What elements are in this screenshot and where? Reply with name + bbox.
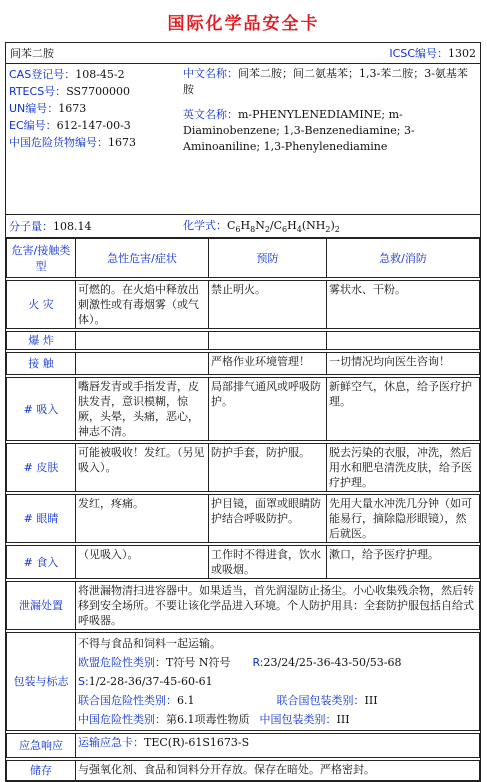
storage-text: 与强氧化剂、食品和饲料分开存放。保存在暗处。严格密封。 bbox=[76, 761, 480, 781]
english-name: 英文名称：m-PHENYLENEDIAMINE; m-Diaminobenzene; 1,3-Benzenediamine; 3-Aminoaniline; 1,3-Phenylenediamine bbox=[183, 108, 415, 153]
row-symptoms: 发红，疼痛。 bbox=[76, 495, 209, 543]
formula-value: $C_6H_8N_2/C_6H_4(NH_2)_2$ bbox=[227, 219, 340, 235]
card-title: 国际化学品安全卡 bbox=[167, 14, 320, 34]
row-prevention: 严格作业环境管理！ bbox=[209, 353, 327, 375]
table-row bbox=[7, 495, 480, 543]
header-type: 危害/接触类型 bbox=[7, 239, 76, 278]
storage-label: 储存 bbox=[7, 761, 76, 781]
row-prevention: 防护手套，防护服。 bbox=[209, 444, 327, 492]
row-first-aid: 漱口，给予医疗护理。 bbox=[327, 546, 480, 579]
packing-details bbox=[76, 633, 480, 731]
cn-dg-number: 中国危险货物编号：1673 bbox=[9, 136, 136, 149]
row-symptoms bbox=[76, 353, 209, 375]
name-list bbox=[180, 64, 480, 214]
emergency-label: 应急响应 bbox=[7, 734, 76, 758]
row-category: 爆 炸 bbox=[7, 332, 76, 350]
row-first-aid: 一切情况均向医生咨询！ bbox=[327, 353, 480, 375]
eu-classification: 欧盟危险性类别：T符号 N符号 R:23/24/25-36-43-50/53-68 bbox=[78, 656, 402, 669]
spill-label: 泄漏处置 bbox=[7, 582, 76, 630]
row-first-aid: 脱去污染的衣服，冲洗，然后用水和肥皂清洗皮肤，给予医疗护理。 bbox=[327, 444, 480, 492]
row-symptoms: 可能被吸收！发红。（另见吸入）。 bbox=[76, 444, 209, 492]
table-row bbox=[7, 444, 480, 492]
row-category: # 食入 bbox=[7, 546, 76, 579]
row-symptoms: （见吸入）。 bbox=[76, 546, 209, 579]
spill-row bbox=[7, 582, 480, 630]
safety-card bbox=[5, 42, 481, 782]
header-first-aid: 急救/消防 bbox=[327, 239, 480, 278]
cn-classification: 中国危险性类别：第6.1项毒性物质 中国包装类别：III bbox=[78, 713, 350, 726]
row-category: # 吸入 bbox=[7, 378, 76, 441]
molecular-weight: 分子量：108.14 bbox=[9, 220, 92, 233]
hazard-table-header bbox=[7, 239, 480, 278]
hazard-table bbox=[6, 238, 480, 781]
row-category: # 眼睛 bbox=[7, 495, 76, 543]
chemical-formula: 化学式：$C_6H_8N_2/C_6H_4(NH_2)_2$ bbox=[183, 219, 340, 235]
table-row bbox=[7, 332, 480, 350]
formula-row bbox=[6, 215, 480, 238]
row-first-aid: 雾状水、干粉。 bbox=[327, 281, 480, 329]
chemical-name: 间苯二胺 bbox=[10, 47, 54, 60]
emergency-card: 运输应急卡：TEC(R)-61S1673-S bbox=[76, 734, 480, 758]
row-category: # 皮肤 bbox=[7, 444, 76, 492]
row-first-aid: 新鲜空气，休息，给予医疗护理。 bbox=[327, 378, 480, 441]
icsc-number: ICSC编号：1302 bbox=[389, 47, 476, 60]
packing-row bbox=[7, 633, 480, 731]
packing-note: 不得与食品和饲料一起运输。 bbox=[78, 637, 221, 650]
packing-label: 包装与标志 bbox=[7, 633, 76, 731]
row-symptoms: 可燃的。在火焰中释放出刺激性或有毒烟雾（或气体）。 bbox=[76, 281, 209, 329]
name-row bbox=[6, 43, 480, 64]
row-prevention: 禁止明火。 bbox=[209, 281, 327, 329]
identifier-block bbox=[6, 64, 480, 215]
row-prevention bbox=[209, 332, 327, 350]
row-category: 火 灾 bbox=[7, 281, 76, 329]
table-row bbox=[7, 281, 480, 329]
storage-row bbox=[7, 761, 480, 781]
identifier-list bbox=[6, 64, 180, 214]
row-category: 接 触 bbox=[7, 353, 76, 375]
row-first-aid: 先用大量水冲洗几分钟（如可能易行，摘除隐形眼镜），然后就医。 bbox=[327, 495, 480, 543]
header-symptoms: 急性危害/症状 bbox=[76, 239, 209, 278]
row-first-aid bbox=[327, 332, 480, 350]
spill-text: 将泄漏物清扫进容器中。如果适当，首先润湿防止扬尘。小心收集残余物，然后转移到安全场所。不要让该化学品进入环境。个人防护用具：全套防护服包括自给式呼吸器。 bbox=[76, 582, 480, 630]
row-symptoms bbox=[76, 332, 209, 350]
row-prevention: 护目镜，面罩或眼睛防护结合呼吸防护。 bbox=[209, 495, 327, 543]
un-classification: 联合国危险性类别：6.1 联合国包装类别：III bbox=[78, 694, 378, 707]
table-row bbox=[7, 546, 480, 579]
row-symptoms: 嘴唇发青或手指发青，皮肤发青，意识模糊，惊厥，头晕，头痛，恶心，神志不清。 bbox=[76, 378, 209, 441]
table-row bbox=[7, 378, 480, 441]
cas-number: CAS登记号：108-45-2 bbox=[9, 68, 125, 81]
table-row bbox=[7, 353, 480, 375]
row-prevention: 工作时不得进食，饮水或吸烟。 bbox=[209, 546, 327, 579]
un-number: UN编号：1673 bbox=[9, 102, 87, 115]
header-prevention: 预防 bbox=[209, 239, 327, 278]
emergency-row bbox=[7, 734, 480, 758]
ec-number: EC编号：612-147-00-3 bbox=[9, 119, 131, 132]
s-phrases: S:1/2-28-36/37-45-60-61 bbox=[78, 675, 213, 688]
rtecs-number: RTECS号：SS7700000 bbox=[9, 85, 131, 98]
row-prevention: 局部排气通风或呼吸防护。 bbox=[209, 378, 327, 441]
chinese-name: 中文名称：间苯二胺；间二氨基苯；1,3-苯二胺；3-氨基苯胺 bbox=[183, 67, 468, 96]
